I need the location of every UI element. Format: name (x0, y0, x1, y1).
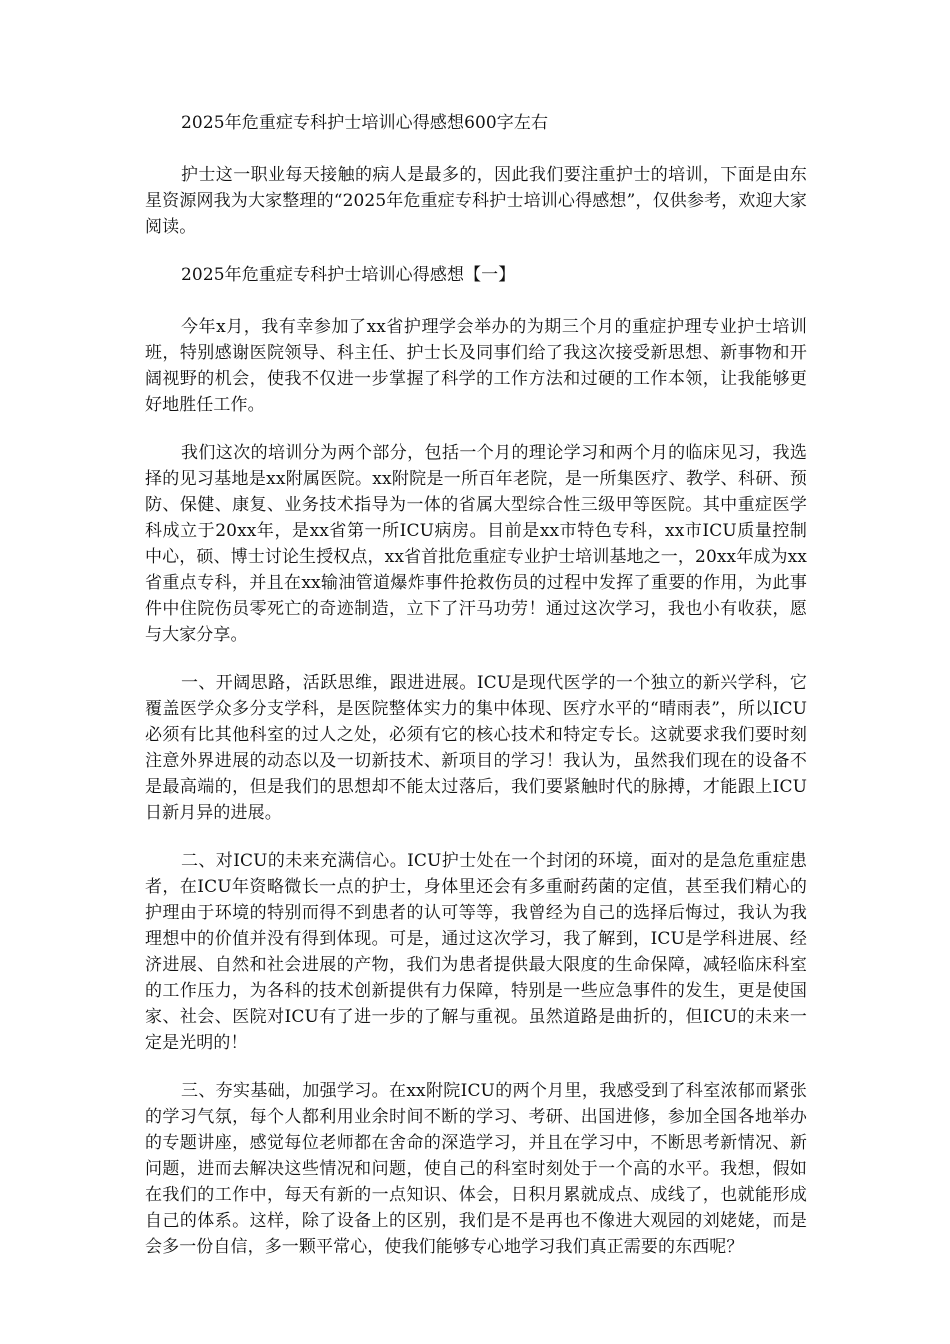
body-paragraph: 一、开阔思路，活跃思维，跟进进展。ICU是现代医学的一个独立的新兴学科，它覆盖医学众多分支学科，是医院整体实力的集中体现、医疗水平的“晴雨表”，所以ICU必须有比其他科室的过人之处，必须有它的核心技术和特定专长。这就要求我们要时刻注意外界进展的动态以及一切新技术、新项目的学习！我认为，虽然我们现在的设备不是最高端的，但是我们的思想却不能太过落后，我们要紧触时代的脉搏，才能跟上ICU日新月异的进展。 (145, 673, 807, 823)
document-title: 2025年危重症专科护士培训心得感想600字左右 (181, 113, 549, 133)
body-paragraph: 今年x月，我有幸参加了xx省护理学会举办的为期三个月的重症护理专业护士培训班，特别感谢医院领导、科主任、护士长及同事们给了我这次接受新思想、新事物和开阔视野的机会，使我不仅进一步掌握了科学的工作方法和过硬的工作本领，让我能够更好地胜任工作。 (145, 317, 807, 415)
body-paragraph: 二、对ICU的未来充满信心。ICU护士处在一个封闭的环境，面对的是急危重症患者，在ICU年资略微长一点的护士，身体里还会有多重耐药菌的定值，甚至我们精心的护理由于环境的特别而得不到患者的认可等等，我曾经为自己的选择后悔过，我认为我理想中的价值并没有得到体现。可是，通过这次学习，我了解到，ICU是学科进展、经济进展、自然和社会进展的产物，我们为患者提供最大限度的生命保障，减轻临床科室的工作压力，为各科的技术创新提供有力保障，特别是一些应急事件的发生，更是使国家、社会、医院对ICU有了进一步的了解与重视。虽然道路是曲折的，但ICU的未来一定是光明的！ (145, 851, 807, 1053)
body-paragraph: 三、夯实基础，加强学习。在xx附院ICU的两个月里，我感受到了科室浓郁而紧张的学习气氛，每个人都利用业余时间不断的学习、考研、出国进修，参加全国各地举办的专题讲座，感觉每位老师都在舍命的深造学习，并且在学习中，不断思考新情况、新问题，进而去解决这些情况和问题，使自己的科室时刻处于一个高的水平。我想，假如在我们的工作中，每天有新的一点知识、体会，日积月累就成点、成线了，也就能形成自己的体系。这样，除了设备上的区别，我们是不是再也不像进大观园的刘姥姥，而是会多一份自信，多一颗平常心，使我们能够专心地学习我们真正需要的东西呢？ (145, 1081, 807, 1257)
intro-paragraph: 护士这一职业每天接触的病人是最多的，因此我们要注重护士的培训，下面是由东星资源网我为大家整理的“2025年危重症专科护士培训心得感想”，仅供参考，欢迎大家阅读。 (145, 165, 807, 237)
body-paragraph: 我们这次的培训分为两个部分，包括一个月的理论学习和两个月的临床见习，我选择的见习基地是xx附属医院。xx附院是一所百年老院，是一所集医疗、教学、科研、预防、保健、康复、业务技术指导为一体的省属大型综合性三级甲等医院。其中重症医学科成立于20xx年，是xx省第一所ICU病房。目前是xx市特色专科，xx市ICU质量控制中心，硕、博士讨论生授权点，xx省首批危重症专业护士培训基地之一，20xx年成为xx省重点专科，并且在xx输油管道爆炸事件抢救伤员的过程中发挥了重要的作用，为此事件中住院伤员零死亡的奇迹制造，立下了汗马功劳！通过这次学习，我也小有收获，愿与大家分享。 (145, 443, 807, 645)
document-page (145, 110, 807, 1282)
section-heading: 2025年危重症专科护士培训心得感想【一】 (181, 265, 516, 285)
